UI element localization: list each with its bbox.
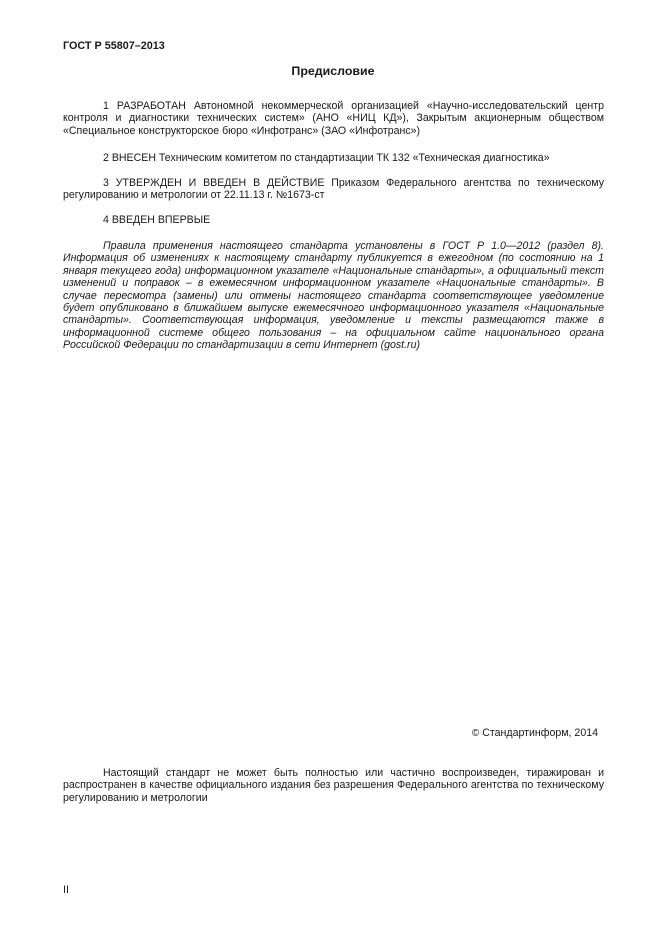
copyright-icon: ©: [471, 728, 480, 739]
paragraph-rules: Правила применения настоящего стандарта установлены в ГОСТ Р 1.0—2012 (раздел 8). Информация об изменениях к настоящему стандарту публикуется в ежегодном (по состоянию на 1 января текущего года) информационном указателе «Национальные стандарты», а официальный текст изменений и поправок – в ежемесячном информационном указателе «Национальные стандарты». В случае пересмотра (замены) или отмены настоящего стандарта соответствующее уведомление будет опубликовано в ближайшем выпуске ежемесячного информационного указателя «Национальные стандарты». Соответствующая информация, уведомление и тексты размещаются также в информационной системе общего пользования – на официальном сайте национального органа Российской Федерации по стандартизации в сети Интернет (gost.ru): [63, 240, 604, 352]
copyright-text: Стандартинформ, 2014: [482, 727, 598, 739]
paragraph-introduced: 2 ВНЕСЕН Техническим комитетом по стандартизации ТК 132 «Техническая диагностика»: [103, 152, 550, 164]
paragraph-developed: 1 РАЗРАБОТАН Автономной некоммерческой организацией «Научно-исследовательский центр контроля и диагностики технических систем» (АНО «НИЦ КД»), Закрытым акционерным обществом «Специальное конструкторское бюро «Инфотранс» (ЗАО «Инфотранс»): [63, 100, 604, 137]
reproduction-notice: Настоящий стандарт не может быть полностью или частично воспроизведен, тиражирован и распространен в качестве официального издания без разрешения Федерального агентства по техническому регулированию и метрологии: [63, 767, 604, 804]
page-title: Предисловие: [291, 64, 375, 78]
paragraph-approved: 3 УТВЕРЖДЕН И ВВЕДЕН В ДЕЙСТВИЕ Приказом Федерального агентства по техническому регулированию и метрологии от 22.11.13 г. №1673-ст: [63, 177, 604, 202]
paragraph-first-time: 4 ВВЕДЕН ВПЕРВЫЕ: [103, 214, 211, 226]
copyright-line: [380, 727, 598, 740]
page-number: II: [63, 884, 69, 896]
standard-code-header: ГОСТ Р 55807–2013: [63, 40, 165, 52]
